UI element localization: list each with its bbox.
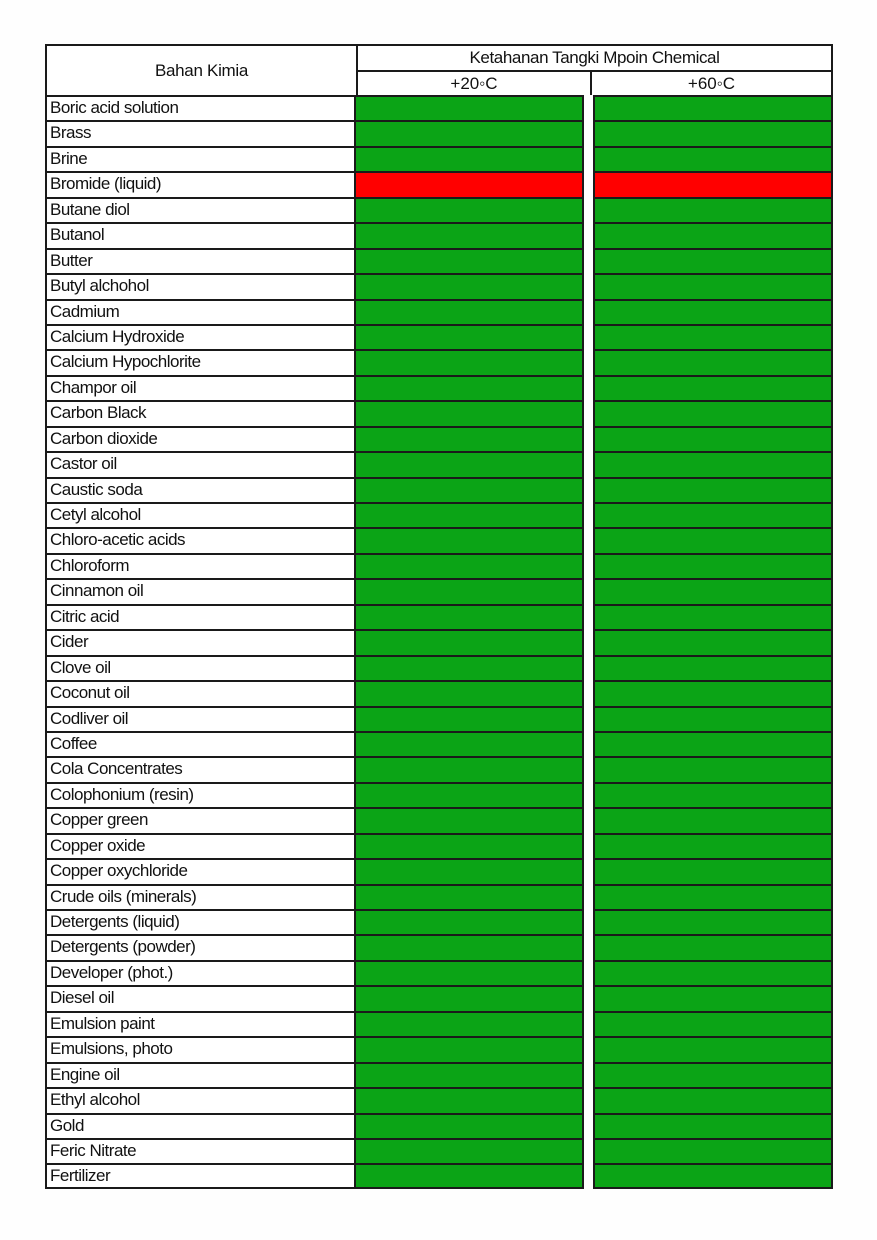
- table-row: [45, 426, 833, 451]
- table-row: [45, 553, 833, 578]
- table-row: [45, 197, 833, 222]
- chemical-name: Crude oils (minerals): [45, 884, 356, 909]
- resistance-cell-20c: [356, 934, 584, 959]
- table-row: [45, 884, 833, 909]
- chemical-name: Cadmium: [45, 299, 356, 324]
- resistance-cell-20c: [356, 1163, 584, 1188]
- chemical-name: Chloroform: [45, 553, 356, 578]
- resistance-cell-60c: [593, 1113, 833, 1138]
- resistance-cell-60c: [593, 858, 833, 883]
- resistance-cell-20c: [356, 426, 584, 451]
- resistance-cell-20c: [356, 171, 584, 196]
- resistance-cell-60c: [593, 1163, 833, 1188]
- resistance-cell-20c: [356, 324, 584, 349]
- resistance-cell-60c: [593, 985, 833, 1010]
- table-row: [45, 171, 833, 196]
- resistance-cell-20c: [356, 655, 584, 680]
- resistance-cell-20c: [356, 95, 584, 120]
- chemical-name: Detergents (powder): [45, 934, 356, 959]
- resistance-cell-60c: [593, 273, 833, 298]
- table-row: [45, 222, 833, 247]
- resistance-cell-20c: [356, 553, 584, 578]
- resistance-cell-60c: [593, 95, 833, 120]
- chemical-name: Emulsions, photo: [45, 1036, 356, 1061]
- table-row: [45, 1062, 833, 1087]
- resistance-cell-60c: [593, 1087, 833, 1112]
- resistance-cell-60c: [593, 655, 833, 680]
- resistance-cell-20c: [356, 299, 584, 324]
- chemical-resistance-table: [45, 44, 833, 1189]
- table-row: [45, 95, 833, 120]
- resistance-cell-60c: [593, 120, 833, 145]
- table-row: [45, 1087, 833, 1112]
- table-row: [45, 451, 833, 476]
- chemical-name: Calcium Hydroxide: [45, 324, 356, 349]
- chemical-name: Carbon Black: [45, 400, 356, 425]
- table-row: [45, 655, 833, 680]
- chemical-name: Developer (phot.): [45, 960, 356, 985]
- resistance-cell-20c: [356, 756, 584, 781]
- header-temp-20: +20◦C: [358, 72, 592, 95]
- resistance-cell-60c: [593, 578, 833, 603]
- table-row: [45, 629, 833, 654]
- table-row: [45, 1138, 833, 1163]
- resistance-cell-20c: [356, 578, 584, 603]
- chemical-name: Copper green: [45, 807, 356, 832]
- chemical-name: Champor oil: [45, 375, 356, 400]
- resistance-cell-60c: [593, 1011, 833, 1036]
- table-row: [45, 960, 833, 985]
- chemical-name: Castor oil: [45, 451, 356, 476]
- table-header: [45, 44, 833, 95]
- resistance-cell-20c: [356, 248, 584, 273]
- chemical-name: Diesel oil: [45, 985, 356, 1010]
- resistance-cell-60c: [593, 604, 833, 629]
- resistance-cell-20c: [356, 349, 584, 374]
- chemical-name: Coffee: [45, 731, 356, 756]
- resistance-cell-20c: [356, 604, 584, 629]
- resistance-cell-60c: [593, 349, 833, 374]
- resistance-cell-20c: [356, 884, 584, 909]
- resistance-cell-60c: [593, 1062, 833, 1087]
- resistance-cell-60c: [593, 680, 833, 705]
- resistance-cell-60c: [593, 477, 833, 502]
- resistance-cell-60c: [593, 934, 833, 959]
- table-row: [45, 782, 833, 807]
- resistance-cell-20c: [356, 731, 584, 756]
- chemical-name: Calcium Hypochlorite: [45, 349, 356, 374]
- table-row: [45, 1113, 833, 1138]
- table-row: [45, 1036, 833, 1061]
- resistance-cell-20c: [356, 985, 584, 1010]
- resistance-cell-60c: [593, 807, 833, 832]
- chemical-name: Caustic soda: [45, 477, 356, 502]
- chemical-name: Fertilizer: [45, 1163, 356, 1188]
- chemical-name: Emulsion paint: [45, 1011, 356, 1036]
- resistance-cell-20c: [356, 146, 584, 171]
- chemical-name: Citric acid: [45, 604, 356, 629]
- chemical-name: Boric acid solution: [45, 95, 356, 120]
- resistance-cell-60c: [593, 833, 833, 858]
- table-row: [45, 248, 833, 273]
- chemical-name: Gold: [45, 1113, 356, 1138]
- table-row: [45, 1011, 833, 1036]
- resistance-cell-60c: [593, 1036, 833, 1061]
- resistance-cell-20c: [356, 375, 584, 400]
- table-row: [45, 375, 833, 400]
- table-row: [45, 324, 833, 349]
- table-row: [45, 502, 833, 527]
- chemical-name: Cider: [45, 629, 356, 654]
- resistance-cell-60c: [593, 960, 833, 985]
- resistance-cell-60c: [593, 248, 833, 273]
- resistance-cell-20c: [356, 477, 584, 502]
- table-row: [45, 477, 833, 502]
- resistance-cell-60c: [593, 1138, 833, 1163]
- header-chemical-name: Bahan Kimia: [47, 46, 358, 95]
- resistance-cell-20c: [356, 120, 584, 145]
- table-row: [45, 273, 833, 298]
- chemical-name: Butter: [45, 248, 356, 273]
- resistance-cell-60c: [593, 451, 833, 476]
- resistance-cell-20c: [356, 197, 584, 222]
- table-row: [45, 146, 833, 171]
- resistance-cell-20c: [356, 527, 584, 552]
- table-row: [45, 756, 833, 781]
- resistance-cell-60c: [593, 222, 833, 247]
- resistance-cell-60c: [593, 527, 833, 552]
- resistance-cell-60c: [593, 400, 833, 425]
- chemical-name: Clove oil: [45, 655, 356, 680]
- resistance-cell-60c: [593, 782, 833, 807]
- table-row: [45, 833, 833, 858]
- resistance-cell-20c: [356, 807, 584, 832]
- chemical-name: Butyl alchohol: [45, 273, 356, 298]
- resistance-cell-20c: [356, 706, 584, 731]
- table-row: [45, 909, 833, 934]
- resistance-cell-60c: [593, 629, 833, 654]
- resistance-cell-20c: [356, 960, 584, 985]
- table-row: [45, 706, 833, 731]
- chemical-name: Colophonium (resin): [45, 782, 356, 807]
- chemical-name: Carbon dioxide: [45, 426, 356, 451]
- resistance-cell-20c: [356, 222, 584, 247]
- chemical-name: Feric Nitrate: [45, 1138, 356, 1163]
- table-row: [45, 400, 833, 425]
- chemical-name: Codliver oil: [45, 706, 356, 731]
- resistance-cell-60c: [593, 375, 833, 400]
- resistance-cell-20c: [356, 782, 584, 807]
- chemical-name: Cetyl alcohol: [45, 502, 356, 527]
- resistance-cell-20c: [356, 1113, 584, 1138]
- chemical-name: Ethyl alcohol: [45, 1087, 356, 1112]
- resistance-cell-60c: [593, 426, 833, 451]
- table-row: [45, 527, 833, 552]
- table-row: [45, 604, 833, 629]
- resistance-cell-60c: [593, 197, 833, 222]
- table-row: [45, 680, 833, 705]
- chemical-name: Coconut oil: [45, 680, 356, 705]
- resistance-cell-60c: [593, 299, 833, 324]
- resistance-cell-20c: [356, 400, 584, 425]
- resistance-cell-20c: [356, 833, 584, 858]
- resistance-cell-60c: [593, 146, 833, 171]
- resistance-cell-60c: [593, 706, 833, 731]
- chemical-name: Butane diol: [45, 197, 356, 222]
- resistance-cell-20c: [356, 858, 584, 883]
- resistance-cell-20c: [356, 1062, 584, 1087]
- table-row: [45, 120, 833, 145]
- resistance-cell-60c: [593, 553, 833, 578]
- header-resistance-group: Ketahanan Tangki Mpoin Chemical: [358, 46, 831, 72]
- chemical-name: Brine: [45, 146, 356, 171]
- resistance-cell-60c: [593, 324, 833, 349]
- resistance-cell-60c: [593, 731, 833, 756]
- resistance-cell-20c: [356, 1138, 584, 1163]
- resistance-cell-60c: [593, 756, 833, 781]
- table-row: [45, 858, 833, 883]
- chemical-name: Copper oxide: [45, 833, 356, 858]
- table-row: [45, 985, 833, 1010]
- resistance-cell-60c: [593, 171, 833, 196]
- resistance-cell-60c: [593, 884, 833, 909]
- chemical-name: Bromide (liquid): [45, 171, 356, 196]
- resistance-cell-20c: [356, 909, 584, 934]
- resistance-cell-60c: [593, 502, 833, 527]
- chemical-name: Cola Concentrates: [45, 756, 356, 781]
- header-temp-60: +60◦C: [687, 73, 736, 93]
- table-row: [45, 578, 833, 603]
- chemical-name: Detergents (liquid): [45, 909, 356, 934]
- table-body: [45, 95, 833, 1189]
- chemical-name: Chloro-acetic acids: [45, 527, 356, 552]
- table-row: [45, 731, 833, 756]
- chemical-name: Butanol: [45, 222, 356, 247]
- resistance-cell-20c: [356, 502, 584, 527]
- chemical-name: Copper oxychloride: [45, 858, 356, 883]
- table-row: [45, 299, 833, 324]
- resistance-cell-20c: [356, 1011, 584, 1036]
- resistance-cell-20c: [356, 273, 584, 298]
- resistance-cell-20c: [356, 1036, 584, 1061]
- resistance-cell-20c: [356, 451, 584, 476]
- table-row: [45, 349, 833, 374]
- table-row: [45, 934, 833, 959]
- chemical-name: Engine oil: [45, 1062, 356, 1087]
- chemical-name: Cinnamon oil: [45, 578, 356, 603]
- table-row: [45, 807, 833, 832]
- table-row: [45, 1163, 833, 1188]
- chemical-name: Brass: [45, 120, 356, 145]
- resistance-cell-20c: [356, 629, 584, 654]
- resistance-cell-20c: [356, 680, 584, 705]
- resistance-cell-20c: [356, 1087, 584, 1112]
- resistance-cell-60c: [593, 909, 833, 934]
